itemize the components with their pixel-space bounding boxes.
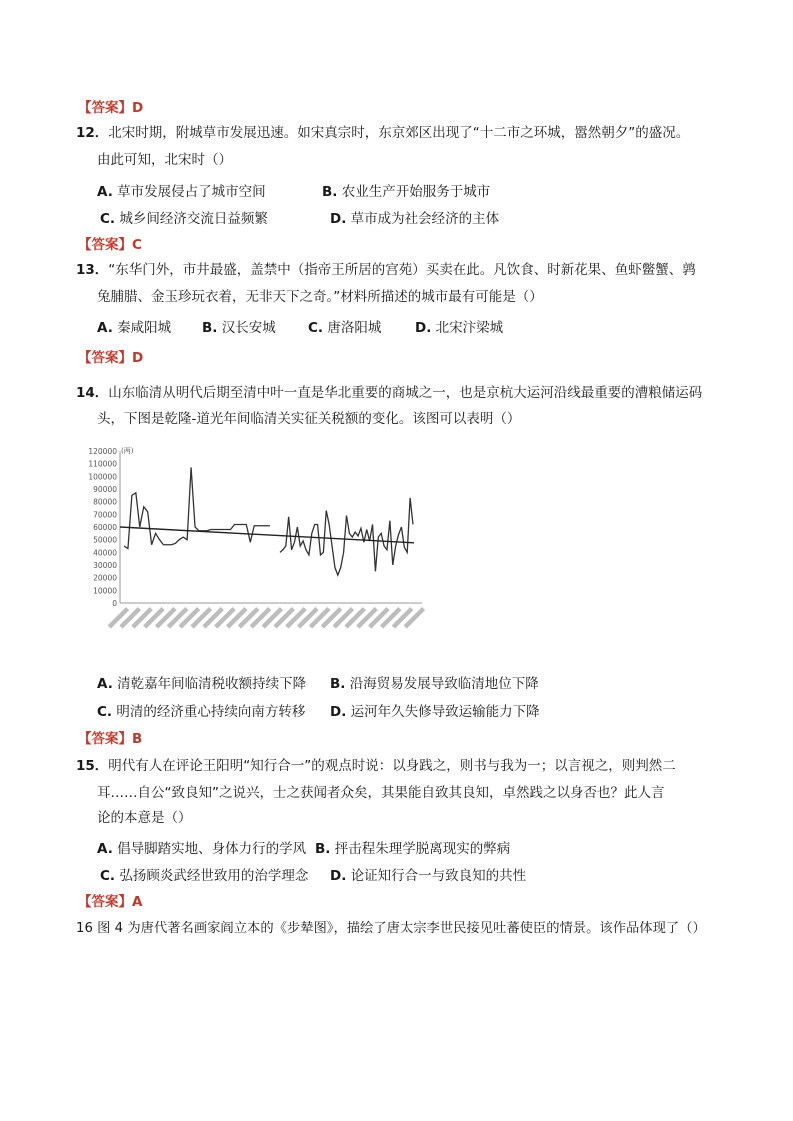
- q14-option-a: A. 清乾嘉年间临清税收额持续下降: [97, 676, 307, 692]
- series-line-qianlong-jiaqing: [124, 467, 270, 548]
- question-12-line-1: 12．北宋时期，附城草市发展迅速。如宋真宗时，东京郊区出现了“十二市之环城，嚣然朝夕”的盛况。: [76, 125, 690, 141]
- y-tick-label: 20000: [93, 573, 117, 583]
- q12-option-b: B. 农业生产开始服务于城市: [322, 184, 491, 200]
- q13-option-a: A. 秦咸阳城: [97, 320, 172, 336]
- x-tick-label: [190, 607, 212, 629]
- x-tick-label: [119, 607, 141, 629]
- q14-option-d: D. 运河年久失修导致运输能力下降: [330, 704, 540, 720]
- y-tick-label: 80000: [93, 497, 117, 507]
- x-tick-label: [202, 607, 224, 629]
- x-tick-label: [250, 607, 272, 629]
- answer-11: 【答案】D: [78, 100, 144, 116]
- answer-14: 【答案】B: [78, 731, 143, 747]
- x-tick-label: [285, 607, 307, 629]
- trend-line: [120, 527, 414, 543]
- question-14-line-2: 头，下图是乾隆-道光年间临清关实征关税额的变化。该图可以表明（）: [97, 411, 521, 427]
- x-tick-label: [226, 607, 248, 629]
- x-tick-label: [131, 607, 153, 629]
- y-tick-label: 90000: [93, 485, 117, 494]
- q15-option-c: C. 弘扬顾炎武经世致用的治学理念: [100, 868, 309, 884]
- question-15-line-2: 耳……自公“致良知”之说兴，士之获闻者众矣，其果能自致其良知，卓然践之以身否也？此人言: [97, 785, 665, 801]
- q14-option-b: B. 沿海贸易发展导致临清地位下降: [330, 676, 539, 692]
- x-tick-label: [262, 607, 284, 629]
- y-tick-label: 60000: [93, 523, 117, 532]
- q13-option-c: C. 唐洛阳城: [308, 320, 382, 336]
- x-tick-label: [297, 607, 319, 629]
- y-tick-label: 100000: [88, 472, 117, 482]
- question-13-line-2: 兔脯腊、金玉珍玩衣着，无非天下之奇。”材料所描述的城市最有可能是（）: [97, 289, 543, 305]
- y-tick-label: 70000: [93, 510, 117, 520]
- tax-line-chart: [80, 443, 430, 658]
- x-tick-label: [167, 607, 189, 629]
- y-tick-label: 30000: [93, 561, 117, 570]
- y-tick-label: 10000: [93, 586, 117, 596]
- answer-15: 【答案】A: [78, 894, 143, 910]
- q12-option-c: C. 城乡间经济交流日益频繁: [100, 211, 268, 227]
- x-tick-label: [344, 607, 366, 629]
- q14-option-c: C. 明清的经济重心持续向南方转移: [97, 704, 306, 720]
- x-tick-label: [368, 607, 390, 629]
- q13-option-d: D. 北宋汴梁城: [415, 320, 504, 336]
- x-tick-label: [321, 607, 343, 629]
- y-unit-label: (两): [121, 447, 134, 455]
- question-15-line-3: 论的本意是（）: [97, 810, 192, 826]
- q12-option-a: A. 草市发展侵占了城市空间: [97, 184, 266, 200]
- x-tick-label: [108, 607, 130, 629]
- x-tick-label: [404, 607, 426, 629]
- y-tick-label: 120000: [88, 447, 117, 456]
- q15-option-d: D. 论证知行合一与致良知的共性: [330, 868, 527, 884]
- y-tick-label: 0: [112, 599, 117, 608]
- x-tick-label: [392, 607, 414, 629]
- x-tick-label: [333, 607, 355, 629]
- x-tick-label: [356, 607, 378, 629]
- question-12-line-2: 由此可知，北宋时（）: [97, 152, 232, 168]
- q13-option-b: B. 汉长安城: [202, 320, 276, 336]
- x-tick-label: [214, 607, 236, 629]
- x-tick-label: [155, 607, 177, 629]
- x-tick-label: [179, 607, 201, 629]
- x-tick-label: [273, 607, 295, 629]
- question-13-line-1: 13．“东华门外，市井最盛，盖禁中（指帝王所居的宫苑）买卖在此。凡饮食、时新花果、鱼虾鳖蟹、鹑: [76, 262, 696, 278]
- question-15-line-1: 15．明代有人在评论王阳明“知行合一”的观点时说：以身践之，则书与我为一；以言视之，则判然二: [76, 758, 676, 774]
- x-tick-label: [238, 607, 260, 629]
- question-14-line-1: 14．山东临清从明代后期至清中叶一直是华北重要的商城之一，也是京杭大运河沿线最重要的漕粮储运码: [76, 385, 703, 401]
- x-tick-label: [309, 607, 331, 629]
- answer-12: 【答案】C: [78, 237, 142, 253]
- question-16-line-1: 16 图 4 为唐代著名画家阎立本的《步辇图》，描绘了唐太宗李世民接见吐蕃使臣的情景。该作品体现了（）: [76, 921, 706, 936]
- x-tick-label: [143, 607, 165, 629]
- q15-option-b: B. 抨击程朱理学脱离现实的弊病: [315, 841, 511, 857]
- y-tick-label: 50000: [93, 535, 117, 545]
- answer-13: 【答案】D: [78, 350, 144, 366]
- x-tick-label: [380, 607, 402, 629]
- q12-option-d: D. 草市成为社会经济的主体: [330, 211, 500, 227]
- y-tick-label: 40000: [93, 548, 117, 558]
- y-tick-label: 110000: [88, 459, 117, 469]
- q15-option-a: A. 倡导脚踏实地、身体力行的学风: [97, 841, 307, 857]
